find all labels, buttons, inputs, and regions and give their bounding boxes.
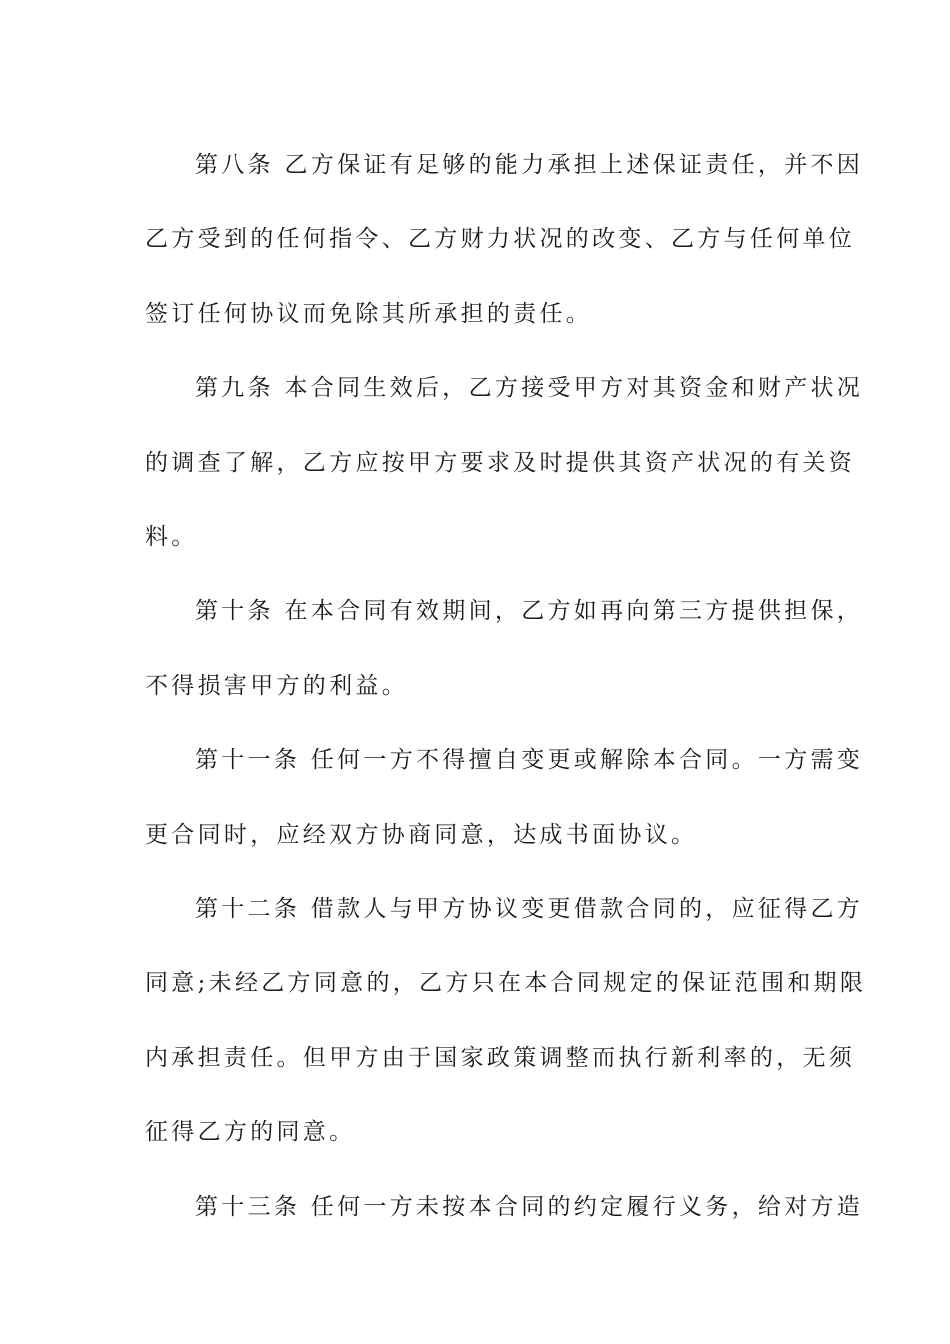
text-line: 第十二条 借款人与甲方协议变更借款合同的，应征得乙方 bbox=[195, 896, 864, 923]
text-line: 第九条 本合同生效后，乙方接受甲方对其资金和财产状况 bbox=[195, 375, 864, 402]
text-line: 第十条 在本合同有效期间，乙方如再向第三方提供担保， bbox=[195, 598, 864, 625]
article-12-paragraph bbox=[145, 872, 867, 1170]
text-line: 内承担责任。但甲方由于国家政策调整而执行新利率的，无须 bbox=[145, 1044, 856, 1071]
article-10-paragraph bbox=[145, 574, 864, 723]
article-9-paragraph bbox=[145, 351, 864, 574]
text-line: 签订任何协议而免除其所承担的责任。 bbox=[145, 300, 593, 327]
text-line: 第八条 乙方保证有足够的能力承担上述保证责任，并不因 bbox=[195, 152, 864, 178]
article-11-paragraph bbox=[145, 723, 864, 872]
article-8-paragraph bbox=[145, 128, 864, 351]
text-line: 乙方受到的任何指令、乙方财力状况的改变、乙方与任何单位 bbox=[145, 226, 856, 253]
text-line: 同意;未经乙方同意的，乙方只在本合同规定的保证范围和期限 bbox=[145, 970, 867, 997]
text-line: 料。 bbox=[145, 524, 198, 551]
text-line: 征得乙方的同意。 bbox=[145, 1119, 356, 1146]
text-line: 第十三条 任何一方未按本合同的约定履行义务，给对方造 bbox=[195, 1193, 864, 1220]
text-line: 的调查了解，乙方应按甲方要求及时提供其资产状况的有关资 bbox=[145, 449, 856, 476]
article-13-paragraph bbox=[145, 1170, 864, 1244]
text-line: 更合同时，应经双方协商同意，达成书面协议。 bbox=[145, 821, 698, 848]
text-line: 不得损害甲方的利益。 bbox=[145, 672, 408, 699]
document-body bbox=[145, 128, 867, 1244]
text-line: 第十一条 任何一方不得擅自变更或解除本合同。一方需变 bbox=[195, 747, 864, 774]
